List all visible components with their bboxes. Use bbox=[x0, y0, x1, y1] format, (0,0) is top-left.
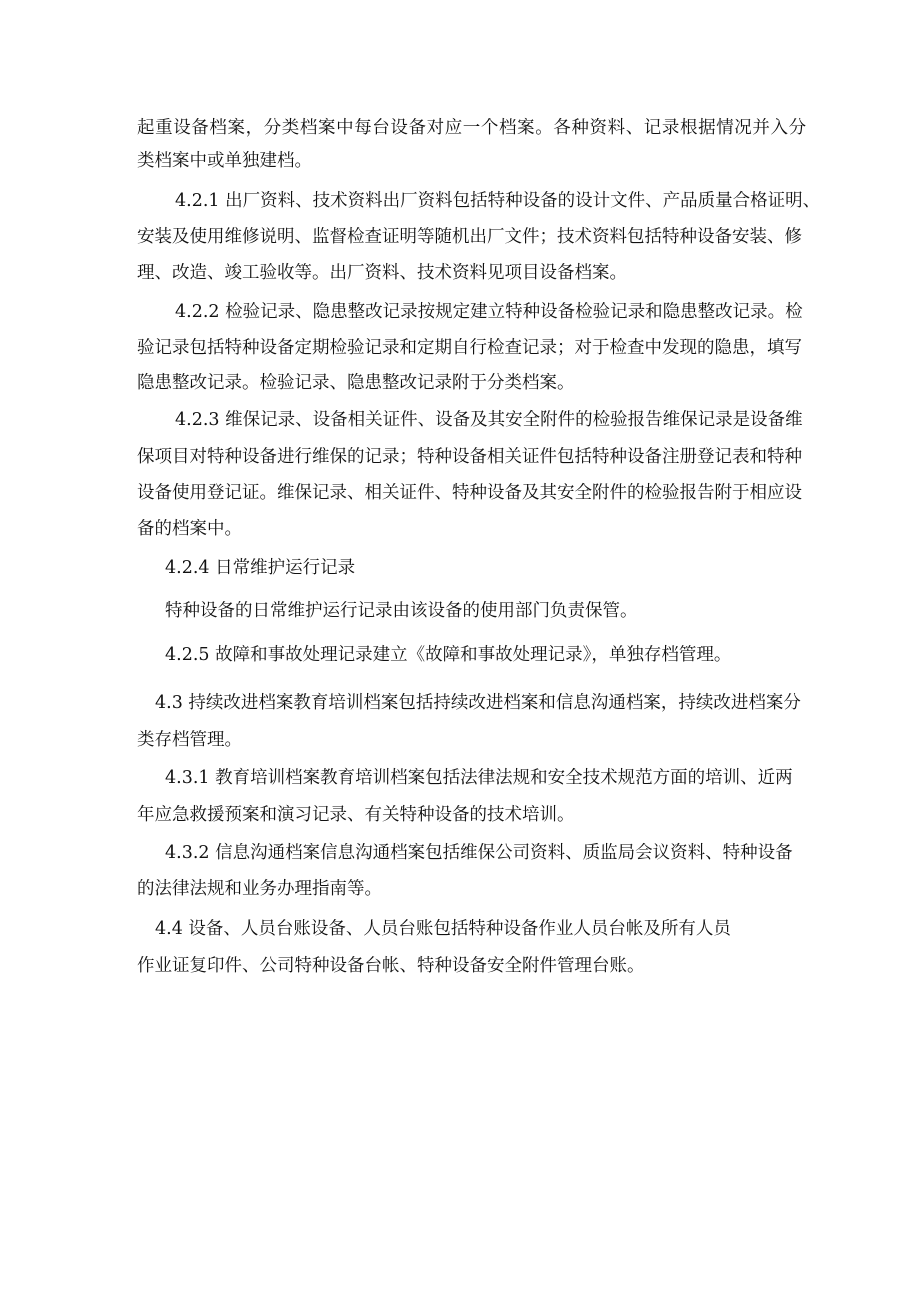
section-4-2-4-heading: 4.2.4 日常维护运行记录 bbox=[165, 558, 356, 578]
paragraph-line: 理、改造、竣工验收等。出厂资料、技术资料见项目设备档案。 bbox=[137, 263, 627, 283]
paragraph-line: 备的档案中。 bbox=[137, 519, 242, 539]
section-4-2-5-line: 4.2.5 故障和事故处理记录建立《故障和事故处理记录》，单独存档管理。 bbox=[165, 645, 732, 665]
paragraph-line: 保项目对特种设备进行维保的记录；特种设备相关证件包括特种设备注册登记表和特种 bbox=[137, 447, 802, 467]
paragraph-line: 类档案中或单独建档。 bbox=[137, 151, 312, 171]
paragraph-line: 验记录包括特种设备定期检验记录和定期自行检查记录；对于检查中发现的隐患，填写 bbox=[137, 338, 802, 358]
section-4-3-2-line: 4.3.2 信息沟通档案信息沟通档案包括维保公司资料、质监局会议资料、特种设备 bbox=[165, 843, 793, 863]
section-4-4-line: 4.4 设备、人员台账设备、人员台账包括特种设备作业人员台帐及所有人员 bbox=[155, 919, 731, 939]
section-4-2-3-line: 4.2.3 维保记录、设备相关证件、设备及其安全附件的检验报告维保记录是设备维 bbox=[175, 410, 803, 430]
paragraph-line: 安装及使用维修说明、监督检查证明等随机出厂文件；技术资料包括特种设备安装、修 bbox=[137, 227, 802, 247]
section-4-2-2-line: 4.2.2 检验记录、隐患整改记录按规定建立特种设备检验记录和隐患整改记录。检 bbox=[175, 302, 803, 322]
paragraph-line: 设备使用登记证。维保记录、相关证件、特种设备及其安全附件的检验报告附于相应设 bbox=[137, 483, 802, 503]
paragraph-line: 类存档管理。 bbox=[137, 730, 242, 750]
paragraph-line: 年应急救援预案和演习记录、有关特种设备的技术培训。 bbox=[137, 805, 575, 825]
paragraph-line: 起重设备档案，分类档案中每台设备对应一个档案。各种资料、记录根据情况并入分 bbox=[137, 118, 807, 138]
paragraph-line: 特种设备的日常维护运行记录由该设备的使用部门负责保管。 bbox=[165, 601, 638, 621]
section-4-3-line: 4.3 持续改进档案教育培训档案包括持续改进档案和信息沟通档案，持续改进档案分 bbox=[155, 693, 801, 713]
paragraph-line: 的法律法规和业务办理指南等。 bbox=[137, 879, 382, 899]
section-4-3-1-line: 4.3.1 教育培训档案教育培训档案包括法律法规和安全技术规范方面的培训、近两 bbox=[165, 768, 793, 788]
paragraph-line: 作业证复印件、公司特种设备台帐、特种设备安全附件管理台账。 bbox=[137, 956, 645, 976]
paragraph-line: 隐患整改记录。检验记录、隐患整改记录附于分类档案。 bbox=[137, 373, 575, 393]
section-4-2-1-line: 4.2.1 出厂资料、技术资料出厂资料包括特种设备的设计文件、产品质量合格证明、 bbox=[175, 191, 821, 211]
